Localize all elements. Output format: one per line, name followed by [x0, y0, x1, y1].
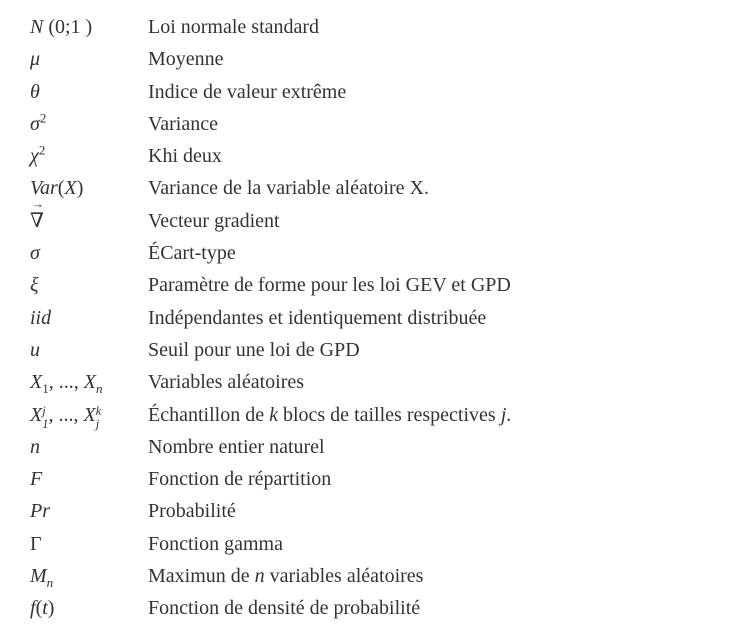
nomenclature-row [30, 592, 726, 624]
nomenclature-row [30, 334, 726, 366]
description-cell: Paramètre de forme pour les loi GEV et GPD [148, 274, 511, 297]
nomenclature-row [30, 11, 726, 43]
nomenclature-row [30, 237, 726, 269]
symbol-cell: σ [30, 242, 40, 265]
nomenclature-row [30, 43, 726, 75]
nomenclature-row [30, 269, 726, 301]
description-cell: Indice de valeur extrême [148, 80, 347, 103]
nomenclature-row [30, 366, 726, 398]
symbol-cell: Γ [30, 532, 42, 555]
description-cell: Probabilité [148, 500, 236, 523]
symbol-cell: f(t) [30, 597, 55, 620]
symbol-cell: $X_1$, ..., $X_n$ [30, 371, 103, 397]
description-cell: Seuil pour une loi de GPD [148, 338, 360, 361]
nomenclature-row [30, 560, 726, 592]
symbol-cell: ξ [30, 274, 39, 297]
symbol-cell: X j 1 , ..., X k j [30, 403, 102, 431]
description-cell: Échantillon de k blocs de tailles respectives j. [148, 403, 512, 426]
symbol-cell: $\sigma^2$ [30, 110, 47, 135]
math-subsup: k j [95, 403, 102, 431]
nomenclature-row [30, 528, 726, 560]
description-cell: Variance de la variable aléatoire X. [148, 177, 429, 200]
symbol-cell: u [30, 338, 40, 361]
nomenclature-row [30, 302, 726, 334]
symbol-cell: $M_n$ [30, 565, 54, 591]
nomenclature-row [30, 399, 726, 431]
description-cell: Fonction de densité de probabilité [148, 597, 421, 620]
description-cell: Khi deux [148, 145, 222, 168]
nomenclature-row [30, 140, 726, 172]
description-cell: Moyenne [148, 48, 224, 71]
symbol-cell: θ [30, 80, 40, 103]
description-cell: Loi normale standard [148, 16, 320, 38]
nomenclature-row [30, 495, 726, 527]
symbol-cell: F [30, 468, 43, 491]
symbol-cell: iid [30, 306, 52, 329]
symbol-cell: N (0;1 ) [30, 16, 93, 38]
description-cell: Indépendantes et identiquement distribuée [148, 306, 487, 329]
description-cell: Variables aléatoires [148, 371, 305, 394]
nomenclature-row [30, 108, 726, 140]
nomenclature-row [30, 431, 726, 463]
vector-arrow-icon: → [31, 196, 44, 211]
nomenclature-row [30, 196, 726, 237]
description-cell: Variance [148, 112, 218, 135]
symbol-cell: Pr [30, 500, 50, 523]
symbol-cell: μ [30, 48, 41, 71]
description-cell: Vecteur gradient [148, 209, 280, 232]
nomenclature-row [30, 463, 726, 495]
symbol-cell: Var(X) [30, 177, 84, 200]
description-cell: Fonction gamma [148, 532, 283, 555]
description-cell: Maximun de n variables aléatoires [148, 565, 424, 588]
math-subsup: j 1 [42, 403, 49, 431]
nomenclature-list [30, 11, 726, 625]
description-cell: ÉCart-type [148, 242, 236, 265]
symbol-cell: n [30, 435, 40, 458]
description-cell: Fonction de répartition [148, 468, 332, 491]
vector-nabla-symbol: → ∇ [30, 196, 44, 232]
description-cell: Nombre entier naturel [148, 435, 325, 458]
symbol-cell [30, 196, 148, 237]
nomenclature-row [30, 172, 726, 204]
symbol-cell: $\chi^2$ [30, 142, 46, 168]
nomenclature-row [30, 76, 726, 108]
